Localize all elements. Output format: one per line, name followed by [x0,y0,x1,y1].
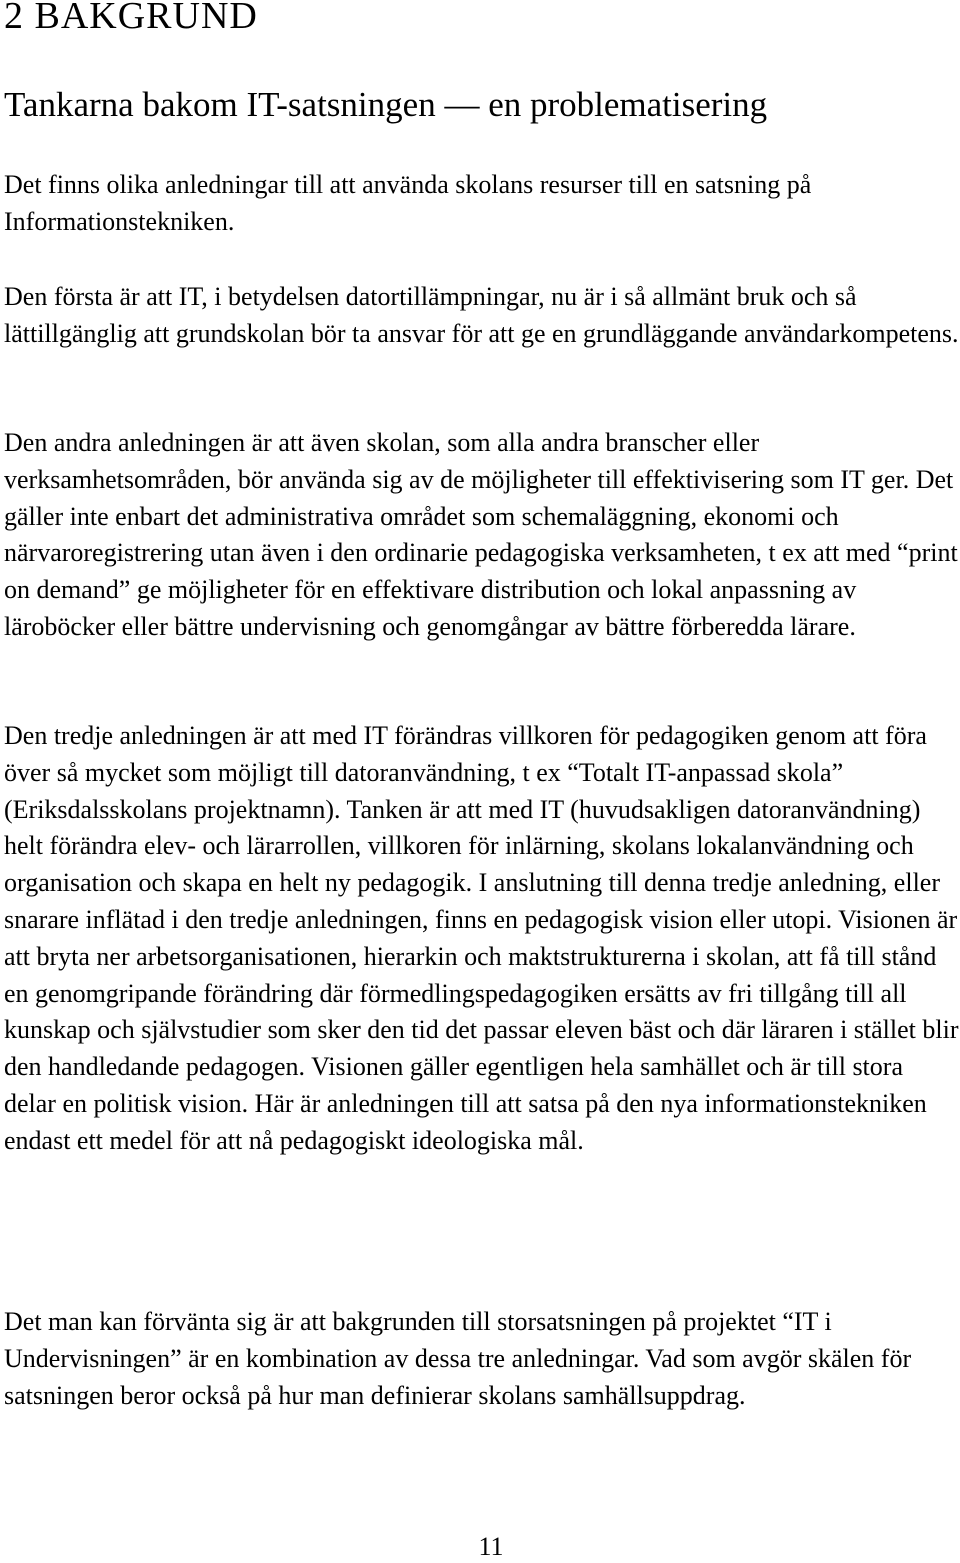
section-title: Tankarna bakom IT-satsningen — en problematisering [4,85,768,124]
paragraph-conclusion: Det man kan förvänta sig är att bakgrunden till storsatsningen på projektet “IT i Undervisningen” är en kombination av dessa tre anledningar. Vad som avgör skälen för satsningen beror också på hur man definierar skolans samhällsuppdrag. [4,1307,912,1410]
paragraph-second-reason: Den andra anledningen är att även skolan, som alla andra branscher eller verksamhetsområden, bör använda sig av de möjligheter till effektivisering som IT ger. Det gäller inte enbart det administrativa området som schemaläggning, ekonomi och närvaroregistrering utan även i den ordinarie pedagogiska verksamheten, t ex att med “print on demand” ge möjligheter för en effektivare distribution och lokal anpassning av läroböcker eller bättre undervisning och genomgångar av bättre förberedda lärare. [4,428,958,641]
paragraph-first-reason: Den första är att IT, i betydelsen datortillämpningar, nu är i så allmänt bruk och så lättillgänglig att grundskolan bör ta ansvar för att ge en grundläggande användarkompetens. [4,282,959,348]
paragraph-third-reason: Den tredje anledningen är att med IT förändras villkoren för pedagogiken genom att föra över så mycket som möjligt till datoranvändning, t ex “Totalt IT-anpassad skola” (Eriksdalsskolans projektnamn). Tanken är att med IT (huvudsakligen datoranvändning) helt förändra elev- och lärarrollen, villkoren för inlärning, skolans lokalanvändning och organisation och skapa en helt ny pedagogik. I anslutning till denna tredje anledning, eller snarare inflätad i den tredje anledningen, finns en pedagogisk vision eller utopi. Visionen är att bryta ner arbetsorganisationen, hierarkin och maktstrukturerna i skolan, att få till stånd en genomgripande förändring där förmedlingspedagogiken ersätts av fri tillgång till all kunskap och självstudier som sker den tid det passar eleven bäst och där läraren i stället blir den handledande pedagogen. Visionen gäller egentligen hela samhället och är till stora delar en politisk vision. Här är anledningen till att satsa på den nya informationstekniken endast ett medel för att nå pedagogiskt ideologiska mål. [4,721,959,1155]
paragraph-intro: Det finns olika anledningar till att använda skolans resurser till en satsning på Informationstekniken. [4,170,812,236]
chapter-title: 2 BAKGRUND [4,0,258,37]
page-number: 11 [478,1532,504,1561]
